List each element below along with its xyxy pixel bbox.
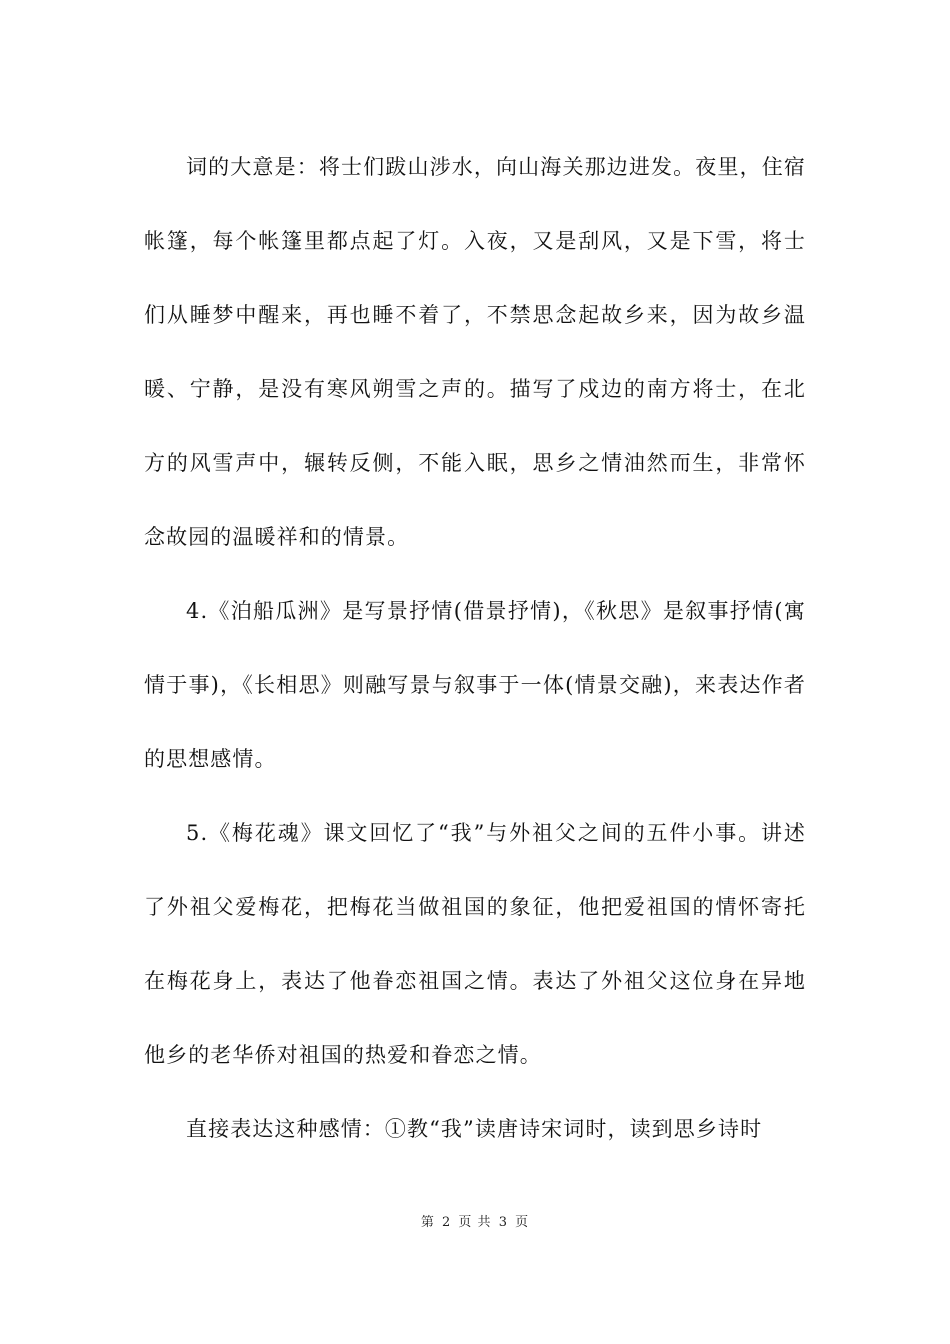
page-footer [0, 1211, 950, 1230]
paragraph-item-5: 5.《梅花魂》课文回忆了“我”与外祖父之间的五件小事。讲述了外祖父爱梅花，把梅花当做祖国的象征，他把爱祖国的情怀寄托在梅花身上，表达了他眷恋祖国之情。表达了外祖父这位身在异地他乡的老华侨对祖国的热爱和眷恋之情。 [144, 821, 806, 1067]
body-text [144, 130, 806, 1166]
paragraph-item-4: 4.《泊船瓜洲》是写景抒情(借景抒情)，《秋思》是叙事抒情(寓情于事)，《长相思》则融写景与叙事于一体(情景交融)，来表达作者的思想感情。 [144, 599, 806, 771]
footer-prefix: 第 [420, 1215, 435, 1230]
footer-total-pages: 3 [498, 1215, 508, 1230]
footer-middle: 页 共 [458, 1215, 492, 1230]
footer-current-page: 2 [442, 1215, 452, 1230]
paragraph-direct-expression: 直接表达这种感情：①教“我”读唐诗宋词时，读到思乡诗时 [186, 1117, 763, 1141]
footer-suffix: 页 [515, 1215, 530, 1230]
paragraph-poem-meaning: 词的大意是：将士们跋山涉水，向山海关那边进发。夜里，住宿帐篷，每个帐篷里都点起了灯。入夜，又是刮风，又是下雪，将士们从睡梦中醒来，再也睡不着了，不禁思念起故乡来，因为故乡温暖、宁静，是没有寒风朔雪之声的。描写了戍边的南方将士，在北方的风雪声中，辗转反侧，不能入眠，思乡之情油然而生，非常怀念故园的温暖祥和的情景。 [144, 155, 806, 549]
